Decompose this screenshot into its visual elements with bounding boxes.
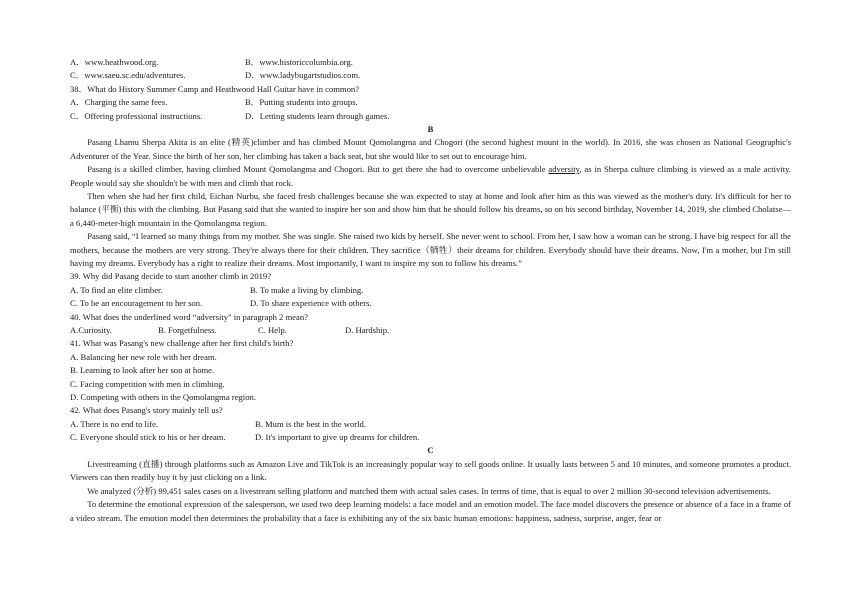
q42-option-d: D. It's important to give up dreams for children. [255, 432, 420, 443]
q39-option-c: C. To be an encouragement to her son. [70, 298, 203, 309]
q41-option-b: B. Learning to look after her son at home. [70, 365, 215, 376]
q42-option-a: A. There is no end to life. [70, 418, 159, 429]
q40-option-a: A.Curiosity. [70, 324, 112, 335]
q37-option-d: D．www.ladybugartstudios.com. [245, 70, 361, 81]
section-b-paragraph-4: Pasang said, “I learned so many things from my mother. She was single. She raised two kids by herself. She never went to school. From her, I saw how a woman can be strong. I have big respect for all the mothers, because the mothers are very strong. They're always there for their children. They sacrifice（牺牲）their dreams for children. Everybody should have their dreams. Now, I'm a mother, but I'm still having my dreams. Everybody has a right to realize their dreams. Most importantly, I want to inspire my son to follow his dreams.” [70, 231, 791, 268]
q39-options-row-1 [70, 284, 791, 297]
q42-options-row-1 [70, 418, 791, 431]
q37-option-b: B．www.historiccolumbia.org. [245, 57, 353, 67]
q38-options-row-1 [70, 96, 791, 109]
q42-options-row-2 [70, 431, 791, 444]
section-b-paragraph-3: Then when she had her first child, Eichan Nurbu, she faced fresh challenges because she was expected to stay at home and look after him as this was viewed as the mother's duty. It's difficult for her to balance (平衡) this with the climbing. But Pasang said that she wanted to inspire her son and show him that he should follow his dreams, so on his second birthday, November 14, 2019, she climbed Cholatse—a 6,440-meter-high mountain in the Qomolangma region. [70, 190, 791, 228]
q42-option-c: C. Everyone should stick to his or her dream. [70, 432, 226, 443]
q37-option-c: C．www.saeu.sc.edu/adventures. [70, 70, 186, 81]
q39-option-d: D. To share experience with others. [250, 298, 372, 309]
q40-option-b: B. Forgetfulness. [158, 324, 217, 335]
q38-option-c: C．Offering professional instructions. [70, 110, 203, 121]
section-c-paragraph-2: We analyzed (分析) 99,451 sales cases on a livestream selling platform and matched them with actual sales cases. In terms of time, that is equal to over 2 million 30-second television advertisements. [87, 485, 771, 496]
section-c-heading: C [427, 445, 434, 456]
section-b-paragraph-2 [70, 163, 791, 190]
paragraph-2-text-start: Pasang is a skilled climber, having climbed Mount Qomolangma and Chogori. But to get there she had to overcome unbelievable [87, 164, 549, 175]
q41-stem: 41. What was Pasang's new challenge after her first child's birth? [70, 338, 294, 349]
q40-option-c: C. Help. [258, 324, 287, 335]
q40-option-d: D. Hardship. [345, 324, 390, 335]
q39-option-a: A. To find an elite climber. [70, 284, 163, 295]
paragraph-2-text-end: , as in Sherpa culture climbing is viewed as a male activity. People would say she shouldn't be with men and climb that rock. [70, 164, 791, 188]
q39-stem: 39. Why did Pasang decide to start another climb in 2019? [70, 271, 272, 282]
section-c-paragraph-1: Livestreaming (直播) through platforms such as Amazon Live and TikTok is an increasingly popular way to sell goods online. It usually lasts between 5 and 10 minutes, and someone promotes a product. Viewers can then readily buy it by just clicking on a link. [70, 458, 791, 483]
q41-option-a: A. Balancing her new role with her dream. [70, 351, 217, 362]
q42-option-b: B. Mum is the best in the world. [255, 418, 366, 429]
q39-option-b: B. To make a living by climbing. [250, 284, 364, 295]
q42-stem: 42. What does Pasang's story mainly tell us? [70, 405, 223, 416]
q41-option-c: C. Facing competition with men in climbing. [70, 378, 225, 389]
q38-stem: 38．What do History Summer Camp and Heathwood Hall Guitar have in common? [70, 83, 360, 94]
q40-options-row [70, 324, 791, 337]
q39-options-row-2 [70, 297, 791, 310]
underlined-word-adversity: adversity [548, 164, 580, 175]
q38-option-a: A．Charging the same fees. [70, 97, 168, 108]
q38-options-row-2 [70, 110, 791, 123]
q37-options-row-1 [70, 56, 791, 69]
q40-stem: 40. What does the underlined word “adversity" in paragraph 2 mean? [70, 311, 308, 322]
q38-option-d: D．Letting students learn through games. [245, 110, 390, 121]
q41-option-d: D. Competing with others in the Qomolangma region. [70, 391, 256, 402]
section-b-heading: B [427, 123, 434, 134]
q37-options-row-2 [70, 69, 791, 82]
q38-option-b: B．Putting students into groups. [245, 97, 358, 108]
section-b-paragraph-1: Pasang Lhamu Sherpa Akita is an elite (精英)climber and has climbed Mount Qomolangma and Chogori (the second highest mount in the world). In 2016, she was chosen as National Geographic's Adventurer of the Year. Since the birth of her son, her climbing has taken a back seat, but she would like to set out to encourage him. [70, 137, 791, 161]
exam-page [70, 56, 791, 525]
q37-option-a: A．www.heathwood.org. [70, 57, 159, 67]
section-c-paragraph-3: To determine the emotional expression of the salesperson, we used two deep learning models: a face model and an emotion model. The face model discovers the presence or absence of a face in a frame of a video stream. The emotion model then determines the probability that a face is exhibiting any of the six basic human emotions: happiness, sadness, surprise, anger, fear or [70, 499, 791, 523]
